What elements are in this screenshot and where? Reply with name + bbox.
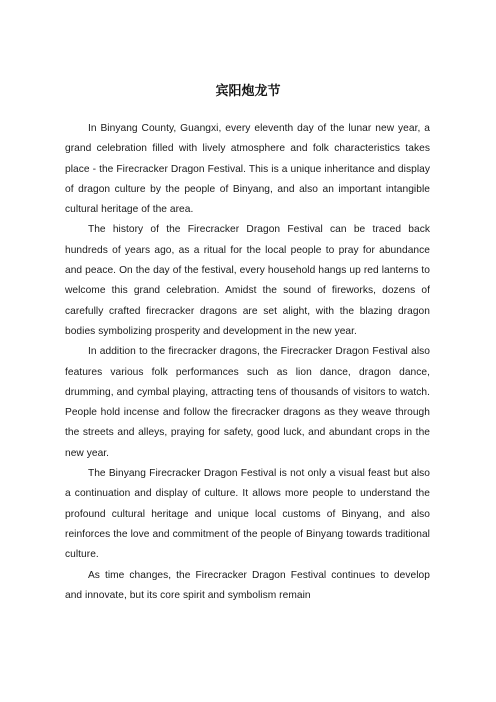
paragraph-4: The Binyang Firecracker Dragon Festival is not only a visual feast but also a continuation and display of culture. It allows more people to understand the profound cultural heritage and unique local customs of Binyang, and also reinforces the love and commitment of the people of Binyang towards traditional culture. bbox=[65, 468, 430, 561]
paragraph-3: In addition to the firecracker dragons, the Firecracker Dragon Festival also features various folk performances such as lion dance, dragon dance, drumming, and cymbal playing, attracting tens of thousands of visitors to watch. People hold incense and follow the firecracker dragons as they weave through the streets and alleys, praying for safety, good luck, and abundant crops in the new year. bbox=[65, 346, 430, 459]
document-title: 宾阳炮龙节 bbox=[215, 84, 281, 99]
paragraph-1: In Binyang County, Guangxi, every eleventh day of the lunar new year, a grand celebration filled with lively atmosphere and folk characteristics takes place - the Firecracker Dragon Festival. This is a unique inheritance and display of dragon culture by the people of Binyang, and also an important intangible cultural heritage of the area. bbox=[65, 123, 430, 216]
paragraph-5: As time changes, the Firecracker Dragon Festival continues to develop and innovate, but its core spirit and symbolism remain bbox=[65, 569, 430, 601]
paragraph-2: The history of the Firecracker Dragon Festival can be traced back hundreds of years ago, as a ritual for the local people to pray for abundance and peace. On the day of the festival, every household hangs up red lanterns to welcome this grand celebration. Amidst the sound of fireworks, dozens of carefully crafted firecracker dragons are set alight, with the blazing dragon bodies symbolizing prosperity and development in the new year. bbox=[65, 224, 430, 337]
document-body bbox=[65, 119, 430, 606]
